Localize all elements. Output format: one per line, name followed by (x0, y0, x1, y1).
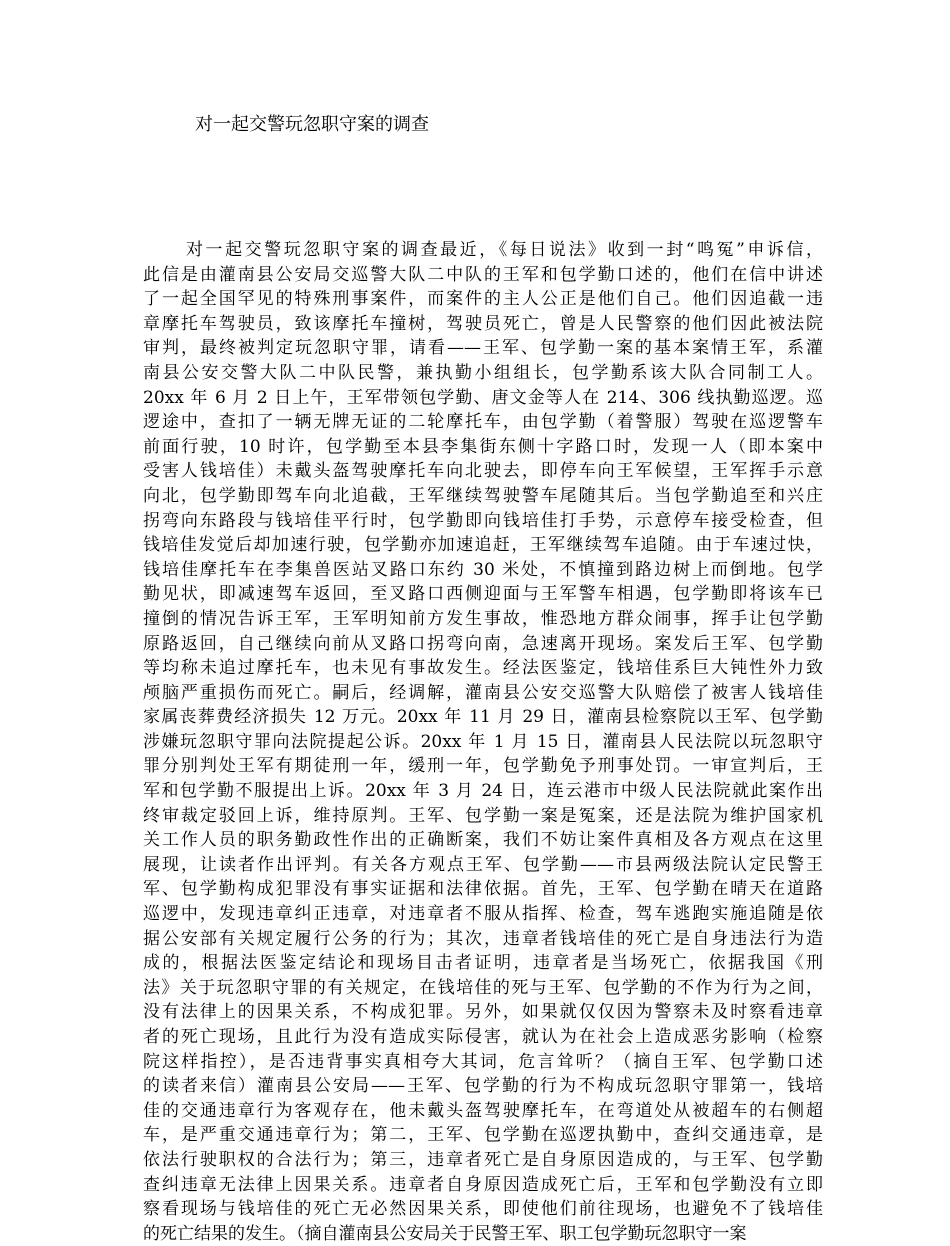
body-line: 原路返回，自己继续向前从叉路口拐弯向南，急速离开现场。案发后王军、包学勤 (143, 633, 823, 654)
body-line: 者的死亡现场，且此行为没有造成实际侵害，就认为在社会上造成恶劣影响（检察 (143, 1027, 823, 1047)
body-line: 依法行驶职权的合法行为；第三，违章者死亡是自身原因造成的，与王军、包学勤 (143, 1149, 823, 1170)
body-line: 对一起交警玩忽职守案的调查最近，《每日说法》收到一封“鸣冤”申诉信， (186, 240, 823, 260)
body-line: 涉嫌玩忽职守罪向法院提起公诉。20xx 年 1 月 15 日，灌南县人民法院以玩忽职守 (143, 731, 823, 752)
body-line: 家属丧葬费经济损失 12 万元。20xx 年 11 月 29 日，灌南县检察院以王军、包学勤 (143, 707, 823, 728)
body-line: 勤见状，即减速驾车返回，至叉路口西侧迎面与王军警车相遇，包学勤即将该车已 (143, 584, 823, 605)
body-line: 了一起全国罕见的特殊刑事案件，而案件的主人公正是他们自己。他们因追截一违 (143, 289, 823, 310)
body-line: 查纠违章无法律上因果关系。违章者自身原因造成死亡后，王军和包学勤没有立即 (143, 1174, 823, 1195)
body-line: 院这样指控），是否违背事实真相夸大其词，危言耸听？（摘自王军、包学勤口述 (143, 1051, 823, 1072)
body-line: 据公安部有关规定履行公务的行为；其次，违章者钱培佳的死亡是自身违法行为造 (143, 928, 823, 949)
body-line: 的死亡结果的发生。（摘自灌南县公安局关于民警王军、职工包学勤玩忽职守一案 (143, 1223, 747, 1244)
body-line: 罪分别判处王军有期徒刑一年，缓刑一年，包学勤免予刑事处罚。一审宣判后，王 (143, 756, 823, 777)
body-line: 军、包学勤构成犯罪没有事实证据和法律依据。首先，王军、包学勤在晴天在道路 (143, 879, 823, 900)
body-line: 的读者来信）灌南县公安局——王军、包学勤的行为不构成玩忽职守罪第一，钱培 (143, 1076, 823, 1097)
body-line: 向北，包学勤即驾车向北追截，王军继续驾驶警车尾随其后。当包学勤追至和兴庄 (143, 485, 823, 506)
body-line: 前面行驶，10 时许，包学勤至本县李集街东侧十字路口时，发现一人（即本案中 (143, 436, 823, 457)
body-line: 审判，最终被判定玩忽职守罪，请看——王军、包学勤一案的基本案情王军，系灌 (143, 338, 823, 359)
body-line: 此信是由灌南县公安局交巡警大队二中队的王军和包学勤口述的，他们在信中讲述 (143, 264, 823, 285)
body-line: 车，是严重交通违章行为；第二，王军、包学勤在巡逻执勤中，查纠交通违章，是 (143, 1125, 823, 1146)
body-line: 20xx 年 6 月 2 日上午，王军带领包学勤、唐文金等人在 214、306 线执勤巡逻。巡 (143, 387, 823, 408)
body-line: 巡逻中，发现违章纠正违章，对违章者不服从指挥、检查，驾车逃跑实施追随是依 (143, 904, 823, 925)
body-line: 终审裁定驳回上诉，维持原判。王军、包学勤一案是冤案，还是法院为维护国家机 (143, 805, 823, 826)
document-body (143, 238, 823, 1246)
body-line: 法》关于玩忽职守罪的有关规定，在钱培佳的死与王军、包学勤的不作为行为之间， (143, 977, 823, 998)
body-line: 展现，让读者作出评判。有关各方观点王军、包学勤——市县两级法院认定民警王 (143, 854, 823, 875)
body-line: 军和包学勤不服提出上诉。20xx 年 3 月 24 日，连云港市中级人民法院就此案作出 (143, 781, 823, 802)
body-line: 拐弯向东路段与钱培佳平行时，包学勤即向钱培佳打手势，示意停车接受检查，但 (143, 510, 823, 531)
body-line: 没有法律上的因果关系，不构成犯罪。另外，如果就仅仅因为警察未及时察看违章 (143, 1002, 823, 1023)
body-line: 颅脑严重损伤而死亡。嗣后，经调解，灌南县公安交巡警大队赔偿了被害人钱培佳 (143, 682, 823, 703)
body-line: 察看现场与钱培佳的死亡无必然因果关系，即使他们前往现场，也避免不了钱培佳 (143, 1199, 823, 1220)
body-line: 佳的交通违章行为客观存在，他未戴头盔驾驶摩托车，在弯道处从被超车的右侧超 (143, 1100, 823, 1121)
document-title: 对一起交警玩忽职守案的调查 (195, 114, 429, 135)
body-line: 撞倒的情况告诉王军，王军明知前方发生事故，惟恐地方群众闹事，挥手让包学勤 (143, 608, 823, 629)
body-line: 逻途中，查扣了一辆无牌无证的二轮摩托车，由包学勤（着警服）驾驶在巡逻警车 (143, 412, 823, 433)
body-line: 受害人钱培佳）未戴头盔驾驶摩托车向北驶去，即停车向王军候望，王军挥手示意 (143, 461, 823, 482)
body-line: 钱培佳摩托车在李集兽医站叉路口东约 30 米处，不慎撞到路边树上而倒地。包学 (143, 559, 823, 580)
body-line: 南县公安交警大队二中队民警，兼执勤小组组长，包学勤系该大队合同制工人。 (143, 362, 823, 383)
body-line: 等均称未追过摩托车，也未见有事故发生。经法医鉴定，钱培佳系巨大钝性外力致 (143, 658, 823, 679)
body-line: 章摩托车驾驶员，致该摩托车撞树，驾驶员死亡，曾是人民警察的他们因此被法院 (143, 313, 823, 334)
body-line: 关工作人员的职务勤政性作出的正确断案，我们不妨让案件真相及各方观点在这里 (143, 830, 823, 851)
body-line: 成的，根据法医鉴定结论和现场目击者证明，违章者是当场死亡，依据我国《刑 (143, 953, 823, 974)
body-line: 钱培佳发觉后却加速行驶，包学勤亦加速追赶，王军继续驾车追随。由于车速过快， (143, 535, 823, 556)
